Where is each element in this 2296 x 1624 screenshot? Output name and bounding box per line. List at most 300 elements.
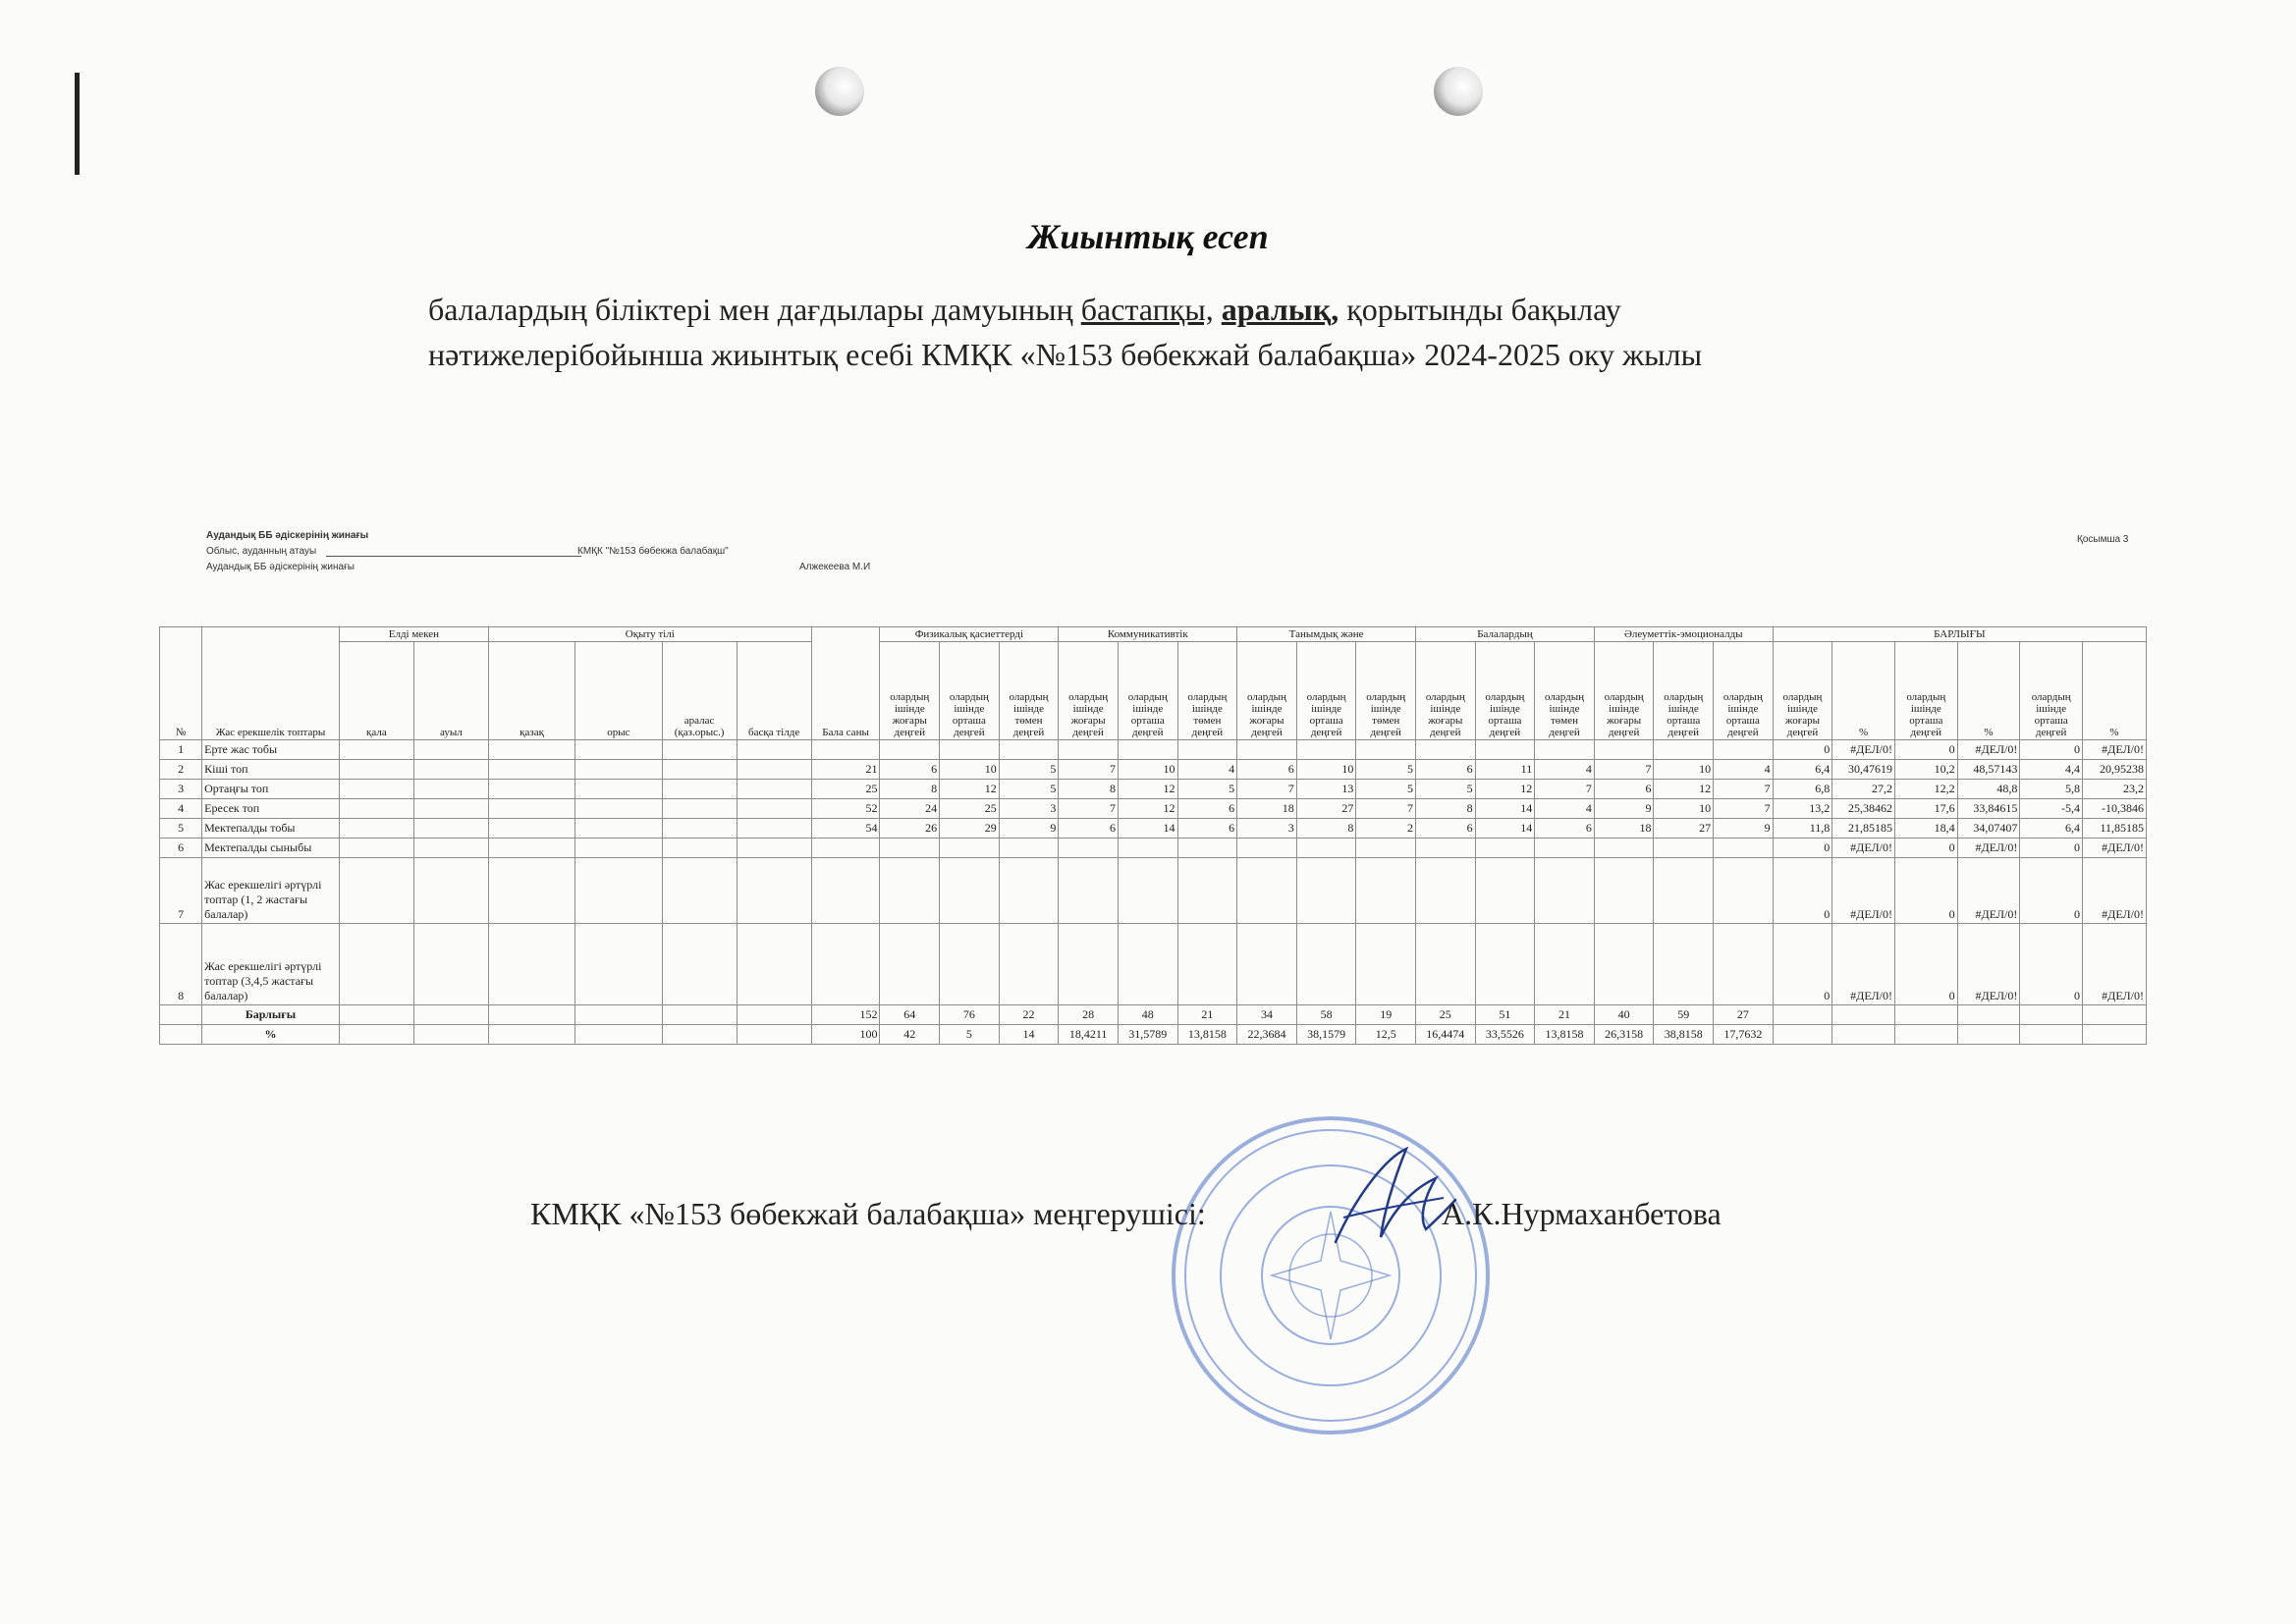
col-level-mid: олардың ішінде орташа деңгей <box>940 642 1000 740</box>
total-cell: 22 <box>999 1005 1059 1025</box>
row-total-value: 0 <box>1894 924 1957 1005</box>
row-total-value: 0 <box>1773 839 1832 858</box>
row-children-count: 52 <box>811 799 880 819</box>
row-value: 24 <box>880 799 940 819</box>
empty-cell <box>488 760 574 780</box>
row-total-value: 11,85185 <box>2083 819 2147 839</box>
percent-cell: 5 <box>940 1025 1000 1045</box>
col-locality: Елді мекен <box>339 627 488 642</box>
row-total-value: 18,4 <box>1894 819 1957 839</box>
row-value: 6 <box>1594 780 1654 799</box>
row-total-value: #ДЕЛ/0! <box>1832 740 1895 760</box>
total-cell: 25 <box>1416 1005 1476 1025</box>
col-level-low: олардың ішінде төмен деңгей <box>1356 642 1416 740</box>
col-village: ауыл <box>413 642 488 740</box>
row-children-count: 54 <box>811 819 880 839</box>
empty-cell <box>575 858 662 924</box>
row-value: 4 <box>1714 760 1774 780</box>
col-total-low-pct: % <box>2083 642 2147 740</box>
percent-cell: 31,5789 <box>1118 1025 1177 1045</box>
row-total-value: 0 <box>1773 740 1832 760</box>
row-value: 5 <box>1177 780 1237 799</box>
empty-cell <box>737 780 811 799</box>
row-total-value: 5,8 <box>2020 780 2083 799</box>
row-value: 14 <box>1475 799 1535 819</box>
table-row <box>160 740 2147 760</box>
row-total-value: #ДЕЛ/0! <box>1832 858 1895 924</box>
row-value: 8 <box>1416 799 1476 819</box>
row-value <box>1177 924 1237 1005</box>
row-value <box>1237 839 1297 858</box>
row-total-value: 30,47619 <box>1832 760 1895 780</box>
row-value <box>880 924 940 1005</box>
row-value <box>1237 858 1297 924</box>
section-total: БАРЛЫҒЫ <box>1773 627 2146 642</box>
row-total-value: 0 <box>1894 839 1957 858</box>
row-total-value: 34,07407 <box>1957 819 2020 839</box>
row-value: 12 <box>1118 799 1177 819</box>
row-value: 12 <box>1118 780 1177 799</box>
empty-cell <box>488 858 574 924</box>
empty-cell <box>737 924 811 1005</box>
row-value: 10 <box>1296 760 1356 780</box>
empty-cell <box>339 839 413 858</box>
row-value <box>880 740 940 760</box>
row-number: 4 <box>160 799 202 819</box>
row-value <box>1594 858 1654 924</box>
percent-cell: 33,5526 <box>1475 1025 1535 1045</box>
row-total-value: 0 <box>2020 740 2083 760</box>
empty-cell <box>575 799 662 819</box>
row-value: 5 <box>1356 780 1416 799</box>
total-cell: 28 <box>1059 1005 1119 1025</box>
row-total-value: 27,2 <box>1832 780 1895 799</box>
row-value: 7 <box>1714 799 1774 819</box>
row-children-count <box>811 839 880 858</box>
row-group-name: Жас ерекшелігі әртүрлі топтар (3,4,5 жастағы балалар) <box>202 924 340 1005</box>
row-total-value: 6,4 <box>1773 760 1832 780</box>
row-value <box>1118 839 1177 858</box>
empty-cell <box>575 780 662 799</box>
row-total-value: 6,8 <box>1773 780 1832 799</box>
row-value: 6 <box>1416 760 1476 780</box>
col-level-mid: олардың ішінде орташа деңгей <box>1118 642 1177 740</box>
empty-cell <box>339 799 413 819</box>
percent-cell: 16,4474 <box>1416 1025 1476 1045</box>
row-group-name: Ортаңғы топ <box>202 780 340 799</box>
table-row <box>160 819 2147 839</box>
row-value <box>1475 839 1535 858</box>
row-number: 2 <box>160 760 202 780</box>
table-row <box>160 780 2147 799</box>
sheet-header-underline <box>326 556 581 557</box>
row-value <box>1535 858 1595 924</box>
row-value <box>1654 839 1714 858</box>
col-level-low: олардың ішінде төмен деңгей <box>1535 642 1595 740</box>
col-group: Жас ерекшелік топтары <box>202 627 340 740</box>
empty-cell <box>413 740 488 760</box>
punch-hole-left <box>815 67 864 116</box>
row-value: 10 <box>1118 760 1177 780</box>
row-value <box>1654 924 1714 1005</box>
row-total-value: 0 <box>1773 924 1832 1005</box>
row-total-value: 12,2 <box>1894 780 1957 799</box>
col-kazakh: қазақ <box>488 642 574 740</box>
col-level-mid: олардың ішінде орташа деңгей <box>1296 642 1356 740</box>
row-value <box>1475 740 1535 760</box>
empty-cell <box>488 799 574 819</box>
empty-cell <box>339 760 413 780</box>
row-value: 7 <box>1356 799 1416 819</box>
empty-cell <box>413 799 488 819</box>
percent-cell: 42 <box>880 1025 940 1045</box>
row-value: 9 <box>999 819 1059 839</box>
empty-cell <box>488 924 574 1005</box>
row-total-value: 0 <box>2020 858 2083 924</box>
section-physical: Физикалық қасиеттерді <box>880 627 1059 642</box>
empty-cell <box>662 740 737 760</box>
empty-cell <box>662 924 737 1005</box>
percent-cell: 38,1579 <box>1296 1025 1356 1045</box>
empty-cell <box>488 740 574 760</box>
row-value: 4 <box>1535 760 1595 780</box>
row-value <box>940 839 1000 858</box>
row-value: 7 <box>1714 780 1774 799</box>
row-total-value: -10,3846 <box>2083 799 2147 819</box>
row-value: 12 <box>1475 780 1535 799</box>
row-value: 5 <box>1416 780 1476 799</box>
row-value <box>1237 924 1297 1005</box>
signatory-name: А.К.Нурмаханбетова <box>1442 1196 1722 1231</box>
row-group-name: Ерте жас тобы <box>202 740 340 760</box>
empty-cell <box>737 819 811 839</box>
total-cell: 21 <box>1535 1005 1595 1025</box>
row-total-value: 13,2 <box>1773 799 1832 819</box>
row-value <box>1059 740 1119 760</box>
empty-cell <box>737 799 811 819</box>
row-value <box>999 740 1059 760</box>
row-total-value: #ДЕЛ/0! <box>1832 924 1895 1005</box>
row-value: 14 <box>1475 819 1535 839</box>
row-total-value: 0 <box>2020 924 2083 1005</box>
row-value: 8 <box>1296 819 1356 839</box>
col-language: Оқыту тілі <box>488 627 811 642</box>
row-value: 10 <box>940 760 1000 780</box>
row-total-value: 33,84615 <box>1957 799 2020 819</box>
sheet-header-line2-label: Облыс, ауданның атауы <box>206 546 317 557</box>
row-children-count: 21 <box>811 760 880 780</box>
empty-cell <box>737 740 811 760</box>
row-total-value: -5,4 <box>2020 799 2083 819</box>
document-intro <box>428 287 1862 377</box>
table-header-row-1 <box>160 627 2147 642</box>
row-total-value: #ДЕЛ/0! <box>2083 924 2147 1005</box>
row-group-name: Кіші топ <box>202 760 340 780</box>
col-level-high: олардың ішінде жоғары деңгей <box>1059 642 1119 740</box>
row-total-value: 4,4 <box>2020 760 2083 780</box>
percent-cell: 17,7632 <box>1714 1025 1774 1045</box>
row-total-value: #ДЕЛ/0! <box>2083 858 2147 924</box>
row-value: 9 <box>1594 799 1654 819</box>
empty-cell <box>575 839 662 858</box>
empty-cell <box>575 819 662 839</box>
row-value: 3 <box>1237 819 1297 839</box>
col-children: Бала саны <box>811 627 880 740</box>
row-total-value: 25,38462 <box>1832 799 1895 819</box>
row-number: 7 <box>160 858 202 924</box>
row-value <box>1118 858 1177 924</box>
col-level-high: олардың ішінде жоғары деңгей <box>1594 642 1654 740</box>
empty-cell <box>413 858 488 924</box>
row-value <box>1296 858 1356 924</box>
total-cell: 34 <box>1237 1005 1297 1025</box>
row-value: 6 <box>1177 819 1237 839</box>
row-total-value: 0 <box>1894 740 1957 760</box>
col-level-low: олардың ішінде төмен деңгей <box>999 642 1059 740</box>
col-mixed: аралас (қаз.орыс.) <box>662 642 737 740</box>
row-value <box>1594 839 1654 858</box>
empty-cell <box>662 839 737 858</box>
row-value <box>1416 740 1476 760</box>
row-value <box>1654 740 1714 760</box>
row-value: 7 <box>1237 780 1297 799</box>
row-children-count <box>811 924 880 1005</box>
row-value <box>1594 740 1654 760</box>
row-value <box>940 858 1000 924</box>
row-value: 6 <box>1416 819 1476 839</box>
row-value <box>999 839 1059 858</box>
row-value <box>1654 858 1714 924</box>
row-number: 8 <box>160 924 202 1005</box>
total-cell: 40 <box>1594 1005 1654 1025</box>
col-city: қала <box>339 642 413 740</box>
row-total-value: 20,95238 <box>2083 760 2147 780</box>
row-value <box>1296 924 1356 1005</box>
document-title: Жиынтық есеп <box>1027 217 1269 256</box>
row-value: 27 <box>1296 799 1356 819</box>
col-level-high: олардың ішінде жоғары деңгей <box>880 642 940 740</box>
row-value: 13 <box>1296 780 1356 799</box>
row-value <box>880 839 940 858</box>
row-value: 2 <box>1356 819 1416 839</box>
col-other: басқа тілде <box>737 642 811 740</box>
row-value: 12 <box>940 780 1000 799</box>
empty-cell <box>662 819 737 839</box>
table-row <box>160 799 2147 819</box>
total-cell: 48 <box>1118 1005 1177 1025</box>
total-cell: 21 <box>1177 1005 1237 1025</box>
row-group-name: Ересек топ <box>202 799 340 819</box>
sheet-header-line1: Аудандық ББ әдіскерінің жинағы <box>206 530 369 541</box>
table-body <box>160 740 2147 1005</box>
col-total-mid: олардың ішінде орташа деңгей <box>1894 642 1957 740</box>
row-value: 5 <box>999 760 1059 780</box>
row-value: 7 <box>1535 780 1595 799</box>
row-total-value: 23,2 <box>2083 780 2147 799</box>
empty-cell <box>339 858 413 924</box>
empty-cell <box>413 924 488 1005</box>
signature-line <box>530 1196 1722 1232</box>
intro-part1: балалардың біліктері мен дағдылары дамуының <box>428 292 1081 327</box>
table-row <box>160 839 2147 858</box>
row-value: 9 <box>1714 819 1774 839</box>
table-row <box>160 760 2147 780</box>
empty-cell <box>339 740 413 760</box>
row-value <box>1059 858 1119 924</box>
total-children: 152 <box>811 1005 880 1025</box>
row-value <box>1356 924 1416 1005</box>
summary-table <box>159 626 2147 1045</box>
row-value <box>940 924 1000 1005</box>
row-value <box>940 740 1000 760</box>
percent-cell: 26,3158 <box>1594 1025 1654 1045</box>
col-level-high: олардың ішінде жоғары деңгей <box>1237 642 1297 740</box>
empty-cell <box>662 858 737 924</box>
col-russian: орыс <box>575 642 662 740</box>
row-total-value: 10,2 <box>1894 760 1957 780</box>
col-total-low: олардың ішінде орташа деңгей <box>2020 642 2083 740</box>
table-row <box>160 858 2147 924</box>
row-value: 6 <box>880 760 940 780</box>
empty-cell <box>339 819 413 839</box>
percent-cell: 12,5 <box>1356 1025 1416 1045</box>
row-value <box>1475 858 1535 924</box>
section-creative: Балалардың <box>1416 627 1595 642</box>
row-value: 7 <box>1059 760 1119 780</box>
percent-children: 100 <box>811 1025 880 1045</box>
row-value <box>1714 740 1774 760</box>
row-value: 6 <box>1237 760 1297 780</box>
total-cell: 51 <box>1475 1005 1535 1025</box>
row-total-value: #ДЕЛ/0! <box>1957 740 2020 760</box>
row-value <box>1356 740 1416 760</box>
total-cell: 19 <box>1356 1005 1416 1025</box>
row-children-count <box>811 858 880 924</box>
row-children-count <box>811 740 880 760</box>
total-cell: 59 <box>1654 1005 1714 1025</box>
row-total-value: 0 <box>1894 858 1957 924</box>
empty-cell <box>737 839 811 858</box>
row-value <box>1416 924 1476 1005</box>
row-value <box>1296 839 1356 858</box>
col-total-high: олардың ішінде жоғары деңгей <box>1773 642 1832 740</box>
row-value: 4 <box>1177 760 1237 780</box>
row-value <box>1594 924 1654 1005</box>
row-value: 6 <box>1059 819 1119 839</box>
col-total-mid-pct: % <box>1957 642 2020 740</box>
row-value <box>1118 924 1177 1005</box>
percent-cell: 18,4211 <box>1059 1025 1119 1045</box>
row-total-value: #ДЕЛ/0! <box>2083 839 2147 858</box>
empty-cell <box>488 780 574 799</box>
col-no: № <box>160 627 202 740</box>
row-value <box>1356 839 1416 858</box>
row-value: 18 <box>1594 819 1654 839</box>
row-number: 1 <box>160 740 202 760</box>
col-level-high: олардың ішінде жоғары деңгей <box>1416 642 1476 740</box>
percent-cell: 13,8158 <box>1535 1025 1595 1045</box>
percent-label: % <box>202 1025 340 1045</box>
col-level-low: олардың ішінде төмен деңгей <box>1177 642 1237 740</box>
row-value <box>1356 858 1416 924</box>
row-value: 6 <box>1177 799 1237 819</box>
empty-cell <box>488 839 574 858</box>
row-value <box>880 858 940 924</box>
row-value: 4 <box>1535 799 1595 819</box>
empty-cell <box>413 760 488 780</box>
row-value <box>1714 924 1774 1005</box>
row-value <box>1177 740 1237 760</box>
row-value <box>1177 839 1237 858</box>
empty-cell <box>339 924 413 1005</box>
empty-cell <box>662 799 737 819</box>
row-value: 26 <box>880 819 940 839</box>
row-value <box>1535 740 1595 760</box>
scan-edge-mark <box>75 73 80 175</box>
row-group-name: Мектепалды тобы <box>202 819 340 839</box>
percent-cell: 22,3684 <box>1237 1025 1297 1045</box>
signatory-role: КМҚК «№153 бөбекжай балабақша» меңгерушісі: <box>530 1196 1206 1231</box>
intro-intermediate: аралық, <box>1221 292 1339 327</box>
row-total-value: 0 <box>2020 839 2083 858</box>
sheet-header-line3-value: Алжекеева М.И <box>799 562 871 572</box>
sheet-header-appendix: Қосымша 3 <box>2077 534 2129 545</box>
row-value <box>999 924 1059 1005</box>
row-group-name: Мектепалды сыныбы <box>202 839 340 858</box>
row-children-count: 25 <box>811 780 880 799</box>
intro-part2: қорытынды бақылау нәтижелерібойынша жиынтық есебі КМҚК «№153 бөбекжай балабақша» 2024-2025 оку жылы <box>428 292 1703 372</box>
row-total-value: 48,57143 <box>1957 760 2020 780</box>
row-total-value: 48,8 <box>1957 780 2020 799</box>
row-value: 5 <box>999 780 1059 799</box>
section-social: Әлеуметтік-эмоционалды <box>1594 627 1773 642</box>
table-percent-row <box>160 1025 2147 1045</box>
table-total-row <box>160 1005 2147 1025</box>
punch-hole-right <box>1434 67 1483 116</box>
row-total-value: #ДЕЛ/0! <box>1957 924 2020 1005</box>
table-header-row-2 <box>160 642 2147 740</box>
row-total-value: 0 <box>1773 858 1832 924</box>
row-value: 7 <box>1059 799 1119 819</box>
row-value: 8 <box>1059 780 1119 799</box>
row-value: 11 <box>1475 760 1535 780</box>
col-level-mid: олардың ішінде орташа деңгей <box>1654 642 1714 740</box>
row-value: 7 <box>1594 760 1654 780</box>
row-group-name: Жас ерекшелігі әртүрлі топтар (1, 2 жастағы балалар) <box>202 858 340 924</box>
row-value: 10 <box>1654 760 1714 780</box>
row-value <box>1416 858 1476 924</box>
row-number: 6 <box>160 839 202 858</box>
row-value: 5 <box>1356 760 1416 780</box>
row-value <box>999 858 1059 924</box>
total-cell: 64 <box>880 1005 940 1025</box>
row-value: 10 <box>1654 799 1714 819</box>
section-cognitive: Танымдық және <box>1237 627 1416 642</box>
row-value: 8 <box>880 780 940 799</box>
row-value <box>1118 740 1177 760</box>
percent-cell: 14 <box>999 1025 1059 1045</box>
empty-cell <box>339 780 413 799</box>
sheet-header-line2-value: КМҚК "№153 бөбекжа балабақш" <box>577 546 729 557</box>
row-value: 18 <box>1237 799 1297 819</box>
row-value <box>1059 839 1119 858</box>
row-value <box>1535 924 1595 1005</box>
empty-cell <box>575 740 662 760</box>
row-number: 5 <box>160 819 202 839</box>
empty-cell <box>575 760 662 780</box>
row-value: 14 <box>1118 819 1177 839</box>
row-value <box>1475 924 1535 1005</box>
